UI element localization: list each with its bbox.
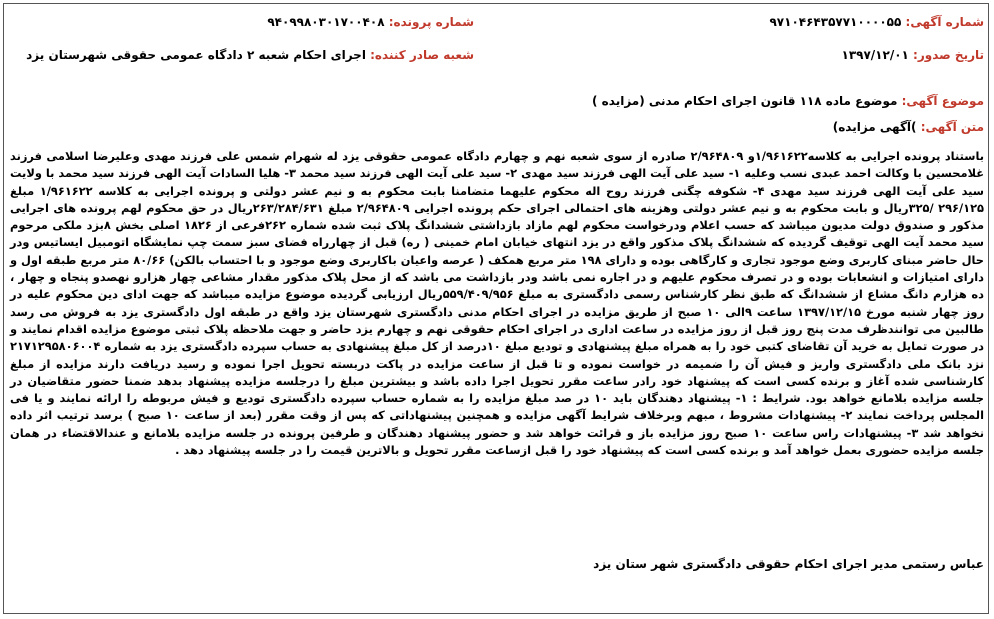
ad-number-value: ۹۷۱۰۴۶۴۳۵۷۷۱۰۰۰۰۵۵ [769, 15, 902, 29]
issue-date-value: ۱۳۹۷/۱۲/۰۱ [841, 48, 909, 62]
notice-text-title: )آگهی مزایده) [832, 120, 917, 134]
subject-value: موضوع ماده ۱۱۸ قانون اجرای احکام مدنی (مزایده ) [592, 94, 898, 108]
issuing-branch-value: اجرای احکام شعبه ۲ دادگاه عمومی حقوقی شهرستان یزد [26, 48, 366, 62]
case-number-label: شماره پرونده: [388, 15, 474, 29]
notice-subject [592, 94, 984, 108]
issuing-branch [26, 48, 474, 62]
signature: عباس رستمی مدیر اجرای احکام حقوقی دادگستری شهر ستان یزد [593, 557, 984, 571]
notice-body: باستناد پرونده اجرایی به کلاسه۱/۹۶۱۶۲۲و ۲/۹۶۴۸۰۹ صادره از سوی شعبه نهم و چهارم دادگاه عمومی حقوقی یزد له شهرام شمس علی فرزند مهدی وعلیرضا اسلامی فرزند غلامحسین با وکالت احمد عبدی نسب وعلیه ۱- سید علی آیت الهی فرزند سید مهدی ۲- سید علی آیت الهی فرزند سید محمد ۳- هلیا السادات آیت الهی فرزند سید محمد با ولایت سید علی آیت الهی فرزند سید مهدی ۴- شکوفه چگنی فرزند روح اله محکوم علیهما متضامنا بابت محکوم به و نیم عشر دولتی و پرونده اجرایی به کلاسه ۱/۹۶۱۶۲۲ مبلغ ۲۹۶/۱۲۵ /۳۲۵ریال و بابت محکوم به و نیم عشر دولتی وهزینه های احتمالی اجرای حکم پرونده اجرایی ۲/۹۶۴۸۰۹ مبلغ ۲۶۳/۲۸۴/۶۳۱ریال در حق محکوم لهم پرونده های اجرایی مذکور و صندوق دولت مدیون میباشد که حسب اعلام ودرخواست محکوم لهم مازاد بازداشتی ششدانگ پلاک ثبت شده شماره ۲۶۲فرعی از ۱۸۲۶ اصلی بخش ۸بزد ملکی مرحوم سید محمد آیت الهی توقیف گردیده که ششدانگ پلاک مذکور واقع در یزد انتهای خیابان امام خمینی ( ره) قبل از چهارراه فضای سبز سمت چپ نمایشگاه اتومبیل ایساتیس ودر حال حاضر مبنای کاربری وضع موجود تجاری و کارگاهی بوده و دارای ۱۹۸ متر مربع همکف ( عرصه واعیان باکاربری وضع موجود و با احتساب بالکن) ۸۰/۶۶ متر مربع طبقه اول و دارای امتیازات و انشعابات بوده و در تصرف محکوم علیهم و در اجاره نمی باشد ودر بازداشت می باشد که از محل پلاک مذکور مقدار مشاعی چهار هزارو نهصدو پنجاه و چهار ، ده هزارم دانگ مشاع از ششدانگ که طبق نظر کارشناس رسمی دادگستری به مبلغ ۵۵۹/۴۰۹/۹۵۶ریال ارزیابی گردیده موضوع مزایده میباشد که جهت ادای دین محکوم علیه در روز چهار شنبه مورخ ۱۳۹۷/۱۲/۱۵ ساعت ۹الی ۱۰ صبح از طریق مزایده در اجرای احکام مدنی دادگستری شهرستان یزد واقع در طبقه اول دادگستری یزد به فروش می رسد طالبین می توانندظرف مدت پنج روز قبل از روز مزایده در ساعت اداری در اجرای احکام حقوقی نهم و چهارم یزد حاضر و جهت ملاحظه پلاک ثبتی موضوع مزایده اقدام نمایند و در صورت تمایل به خرید آن تقاضای کتبی خود را به همراه مبلغ پیشنهادی و تودیع مبلغ ۱۰درصد از کل مبلغ پیشنهادی به حساب سپرده دادگستری یزد به شماره ۲۱۷۱۲۹۵۸۰۶۰۰۴ نزد بانک ملی دادگستری واریز و فیش آن را ضمیمه در خواست نموده و تا قبل از ساعت مزایده در پاکت دربسته تحویل اجرا نموده و رسید دریافت دارند مزایده از مبلغ کارشناسی شده آغاز و برنده کسی است که پیشنهاد خود رادر ساعت مقرر تحویل اجرا داده باشد و بیشترین مبلغ را درجلسه مزایده پیشنهاد بدهد ضمنا حضور متقاضیان در جلسه مزایده بلامانع خواهد بود. شرایط : ۱- پیشنهاد دهندگان باید ۱۰ در صد مبلغ مزایده را به شماره حساب سپرده دادگستری تودیع و فیش مربوطه را ارائه نمایند و یا فی المجلس پرداخت نمایند ۲- پیشنهادات مشروط ، مبهم وبرخلاف شرایط آگهی مزایده و همچنین پیشنهاداتی که پس از وقت مقرر (بعد از ساعت ۱۰ صبح ) برسد ترتیب اثر داده نخواهد شد ۳- پیشنهادات راس ساعت ۱۰ صبح روز مزایده باز و قرائت خواهد شد و حضور پیشنهاد دهندگان و طرفین پرونده در جلسه مزایده بلامانع و عندالاقتضاء در همان جلسه مزایده حضوری بعمل خواهد آمد و برنده کسی است که پیشنهاد خود را قبل ازساعت مقرر تحویل و بالاترین قیمت را در جلسه پیشنهاد دهد . [10, 149, 985, 458]
ad-number [769, 15, 984, 29]
case-number-value: ۹۴۰۹۹۸۰۳۰۱۷۰۰۴۰۸ [267, 15, 385, 29]
issue-date-label: تاریخ صدور: [913, 48, 984, 62]
notice-text-heading [833, 120, 984, 134]
ad-number-label: شماره آگهی: [905, 15, 984, 29]
case-number [267, 15, 474, 29]
issue-date [842, 48, 985, 62]
issuing-branch-label: شعبه صادر کننده: [370, 48, 474, 62]
notice-text-label: متن آگهی: [920, 120, 984, 134]
subject-label: موضوع آگهی: [901, 94, 984, 108]
